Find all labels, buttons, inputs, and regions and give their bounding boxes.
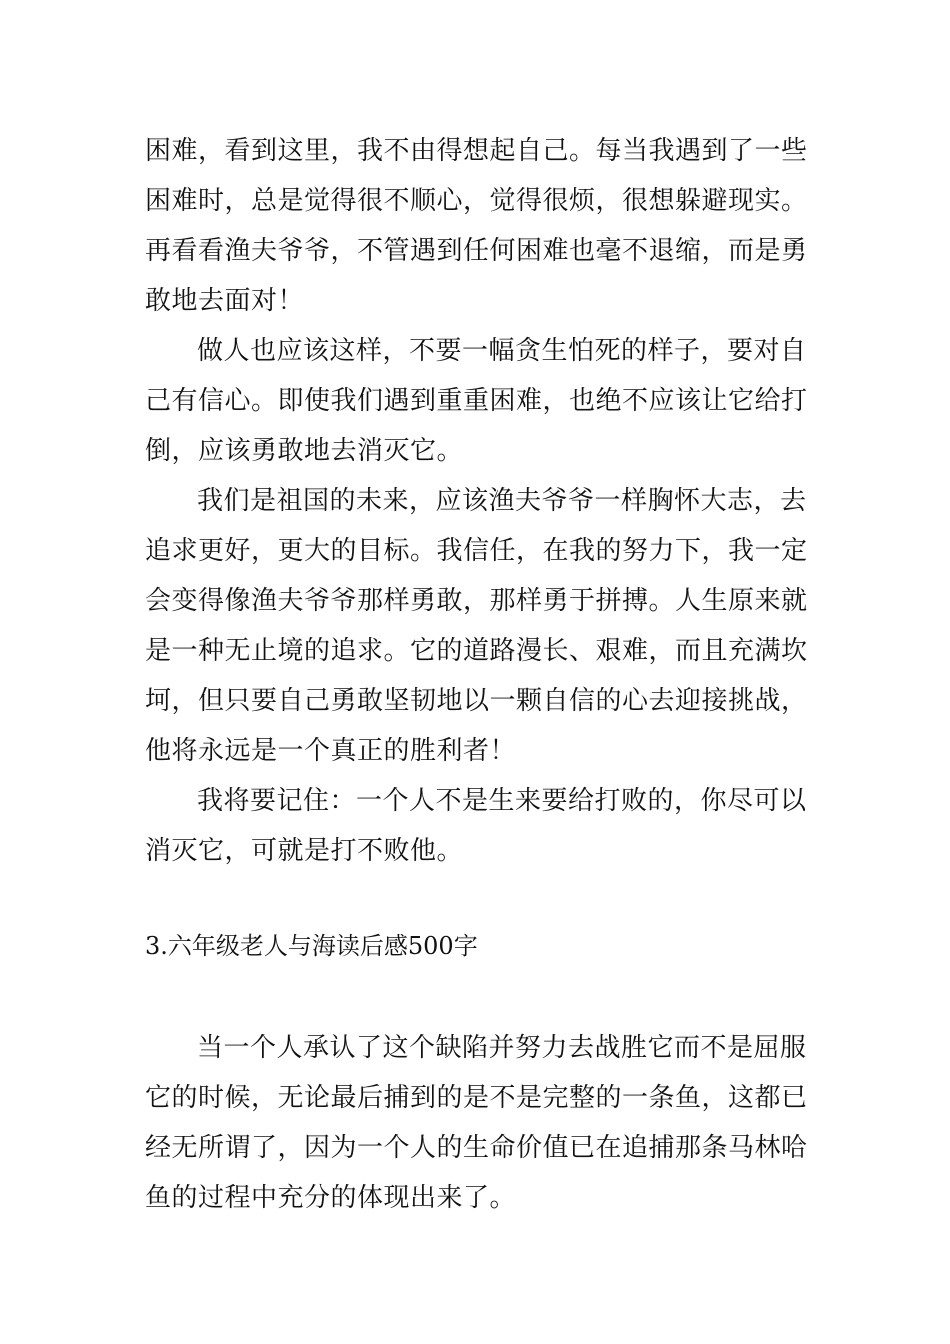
paragraph-line: 做人也应该这样，不要一幅贪生怕死的样子，要对自 bbox=[197, 336, 807, 366]
paragraph-line: 是一种无止境的追求。它的道路漫长、艰难，而且充满坎 bbox=[145, 636, 808, 666]
paragraph-line: 敢地去面对！ bbox=[145, 286, 305, 316]
paragraph-line: 倒，应该勇敢地去消灭它。 bbox=[145, 436, 464, 466]
paragraph-line: 我们是祖国的未来，应该渔夫爷爷一样胸怀大志，去 bbox=[197, 486, 807, 516]
paragraph-line: 我将要记住：一个人不是生来要给打败的，你尽可以 bbox=[197, 786, 807, 816]
paragraph-line: 他将永远是一个真正的胜利者！ bbox=[145, 736, 517, 766]
paragraph-line: 消灭它，可就是打不败他。 bbox=[145, 836, 464, 866]
paragraph-line: 再看看渔夫爷爷，不管遇到任何困难也毫不退缩，而是勇 bbox=[145, 236, 808, 266]
paragraph-line: 它的时候，无论最后捕到的是不是完整的一条鱼，这都已 bbox=[145, 1083, 808, 1113]
paragraph-line: 会变得像渔夫爷爷那样勇敢，那样勇于拼搏。人生原来就 bbox=[145, 586, 808, 616]
paragraph-line: 困难时，总是觉得很不顺心，觉得很烦，很想躲避现实。 bbox=[145, 186, 808, 216]
paragraph-line: 坷，但只要自己勇敢坚韧地以一颗自信的心去迎接挑战， bbox=[145, 686, 808, 716]
paragraph-line: 困难，看到这里，我不由得想起自己。每当我遇到了一些 bbox=[145, 136, 808, 166]
paragraph-line: 鱼的过程中充分的体现出来了。 bbox=[145, 1183, 517, 1213]
paragraph-line: 己有信心。即使我们遇到重重困难，也绝不应该让它给打 bbox=[145, 386, 808, 416]
section-heading: 3.六年级老人与海读后感500字 bbox=[145, 932, 478, 960]
paragraph-line: 当一个人承认了这个缺陷并努力去战胜它而不是屈服 bbox=[197, 1033, 807, 1063]
paragraph-line: 经无所谓了，因为一个人的生命价值已在追捕那条马林哈 bbox=[145, 1133, 808, 1163]
paragraph-line: 追求更好，更大的目标。我信任，在我的努力下，我一定 bbox=[145, 536, 808, 566]
